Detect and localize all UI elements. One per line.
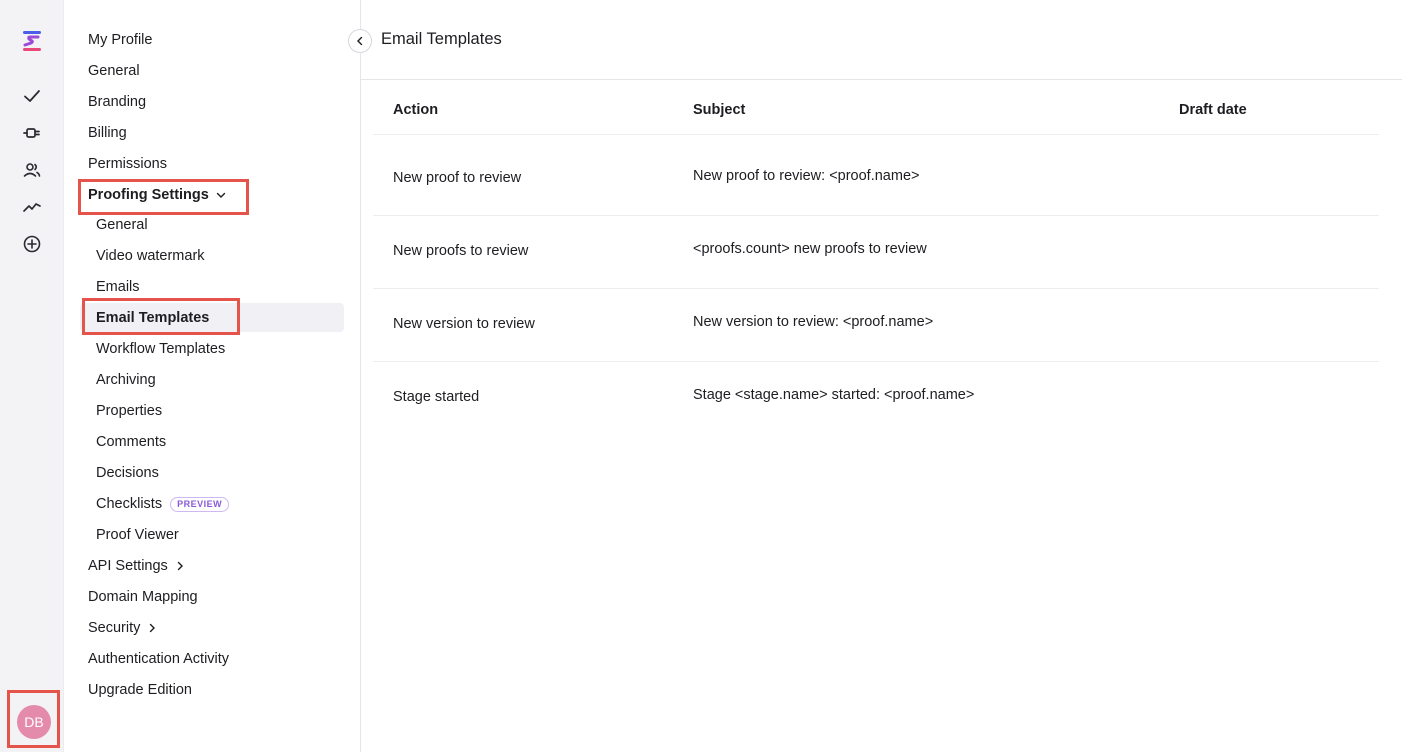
activity-icon[interactable] <box>20 195 44 219</box>
row-subject: New proof to review: <proof.name> <box>693 168 920 184</box>
column-header-subject[interactable]: Subject <box>693 102 746 118</box>
row-subject: Stage <stage.name> started: <proof.name> <box>693 387 975 403</box>
chevron-right-icon <box>147 623 157 633</box>
sidebar-item-security[interactable]: Security <box>88 617 157 639</box>
table-row[interactable] <box>373 362 1379 434</box>
sidebar-subitem-email-templates[interactable]: Email Templates <box>96 310 210 326</box>
column-header-action[interactable]: Action <box>393 102 439 118</box>
row-action: New proofs to review <box>393 243 529 259</box>
table-row[interactable] <box>373 135 1379 215</box>
avatar-highlight <box>7 690 60 748</box>
sidebar-subitem-properties[interactable]: Properties <box>96 403 163 419</box>
settings-sidebar <box>64 0 361 752</box>
row-action: Stage started <box>393 389 480 405</box>
sidebar-subitem-proof-viewer[interactable]: Proof Viewer <box>96 527 179 543</box>
plus-circle-icon[interactable] <box>20 232 44 256</box>
table-row[interactable] <box>373 216 1379 288</box>
email-templates-highlight <box>82 298 240 335</box>
chevron-left-icon <box>355 36 365 46</box>
sidebar-subitem-checklists[interactable]: Checklists PREVIEW <box>96 493 229 515</box>
plug-icon[interactable] <box>20 121 44 145</box>
sidebar-item-general[interactable]: General <box>88 63 140 79</box>
page-title: Email Templates <box>381 30 502 48</box>
sidebar-subitem-archiving[interactable]: Archiving <box>96 372 156 388</box>
sidebar-subitem-general[interactable]: General <box>96 217 148 233</box>
main-content <box>361 0 1402 752</box>
check-icon[interactable] <box>20 84 44 108</box>
sidebar-subitem-workflow-templates[interactable]: Workflow Templates <box>96 341 226 357</box>
sidebar-item-branding[interactable]: Branding <box>88 94 147 110</box>
column-header-draft-date[interactable]: Draft date <box>1179 102 1247 118</box>
users-icon[interactable] <box>20 158 44 182</box>
app-rail <box>0 0 64 752</box>
chevron-right-icon <box>175 561 185 571</box>
sidebar-subitem-comments[interactable]: Comments <box>96 434 167 450</box>
sidebar-item-authentication-activity[interactable]: Authentication Activity <box>88 651 230 667</box>
sidebar-item-upgrade-edition[interactable]: Upgrade Edition <box>88 682 192 698</box>
header-divider <box>361 79 1402 80</box>
preview-badge: PREVIEW <box>170 497 229 512</box>
proofing-settings-highlight <box>78 179 249 215</box>
sidebar-item-proofing-settings[interactable]: Proofing Settings <box>88 184 226 206</box>
sidebar-item-billing[interactable]: Billing <box>88 125 127 141</box>
row-subject: <proofs.count> new proofs to review <box>693 241 927 257</box>
collapse-sidebar-button[interactable] <box>348 29 372 53</box>
sidebar-item-my-profile[interactable]: My Profile <box>88 32 153 48</box>
row-action: New proof to review <box>393 170 522 186</box>
resize-caret-icon <box>1266 745 1274 751</box>
avatar[interactable]: DB <box>17 705 51 739</box>
row-action: New version to review <box>393 316 535 332</box>
sidebar-subitem-video-watermark[interactable]: Video watermark <box>96 248 205 264</box>
sidebar-subitem-decisions[interactable]: Decisions <box>96 465 159 481</box>
sidebar-item-domain-mapping[interactable]: Domain Mapping <box>88 589 198 605</box>
sidebar-subitem-emails[interactable]: Emails <box>96 279 140 295</box>
sidebar-item-permissions[interactable]: Permissions <box>88 156 167 172</box>
zeta-stripes-logo[interactable] <box>19 28 45 54</box>
sidebar-item-api-settings[interactable]: API Settings <box>88 555 185 577</box>
row-subject: New version to review: <proof.name> <box>693 314 934 330</box>
table-row[interactable] <box>373 289 1379 361</box>
